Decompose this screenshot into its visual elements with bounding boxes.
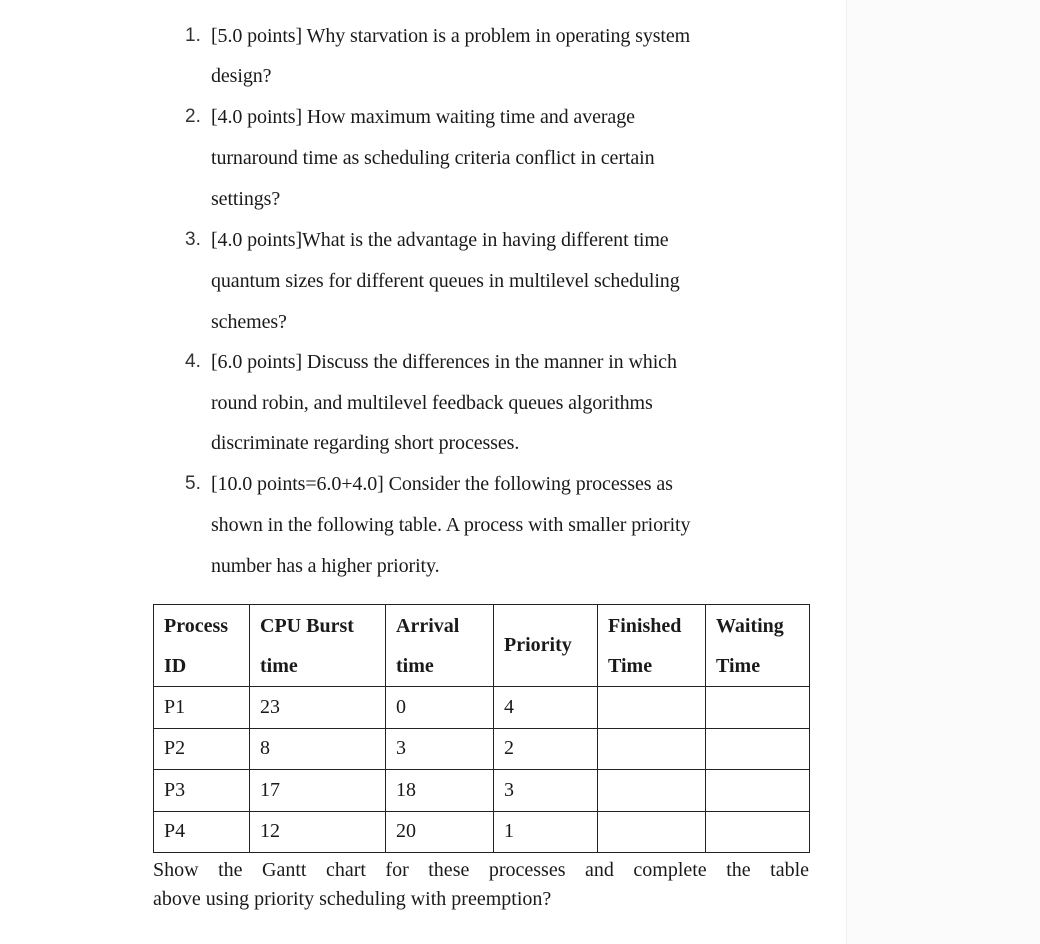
header-finished-time: Finished Time (598, 605, 706, 687)
question-3-line-2: quantum sizes for different queues in multilevel scheduling (211, 270, 680, 292)
cell-finished-time (598, 811, 706, 853)
question-1-number: 1. (185, 25, 201, 46)
header-priority: Priority (494, 605, 598, 687)
table-row (154, 770, 810, 812)
cell-cpu-burst: 23 (250, 687, 386, 729)
process-table (153, 604, 810, 853)
question-4-line-1: [6.0 points] Discuss the differences in the manner in which (211, 351, 677, 373)
table-row (154, 811, 810, 853)
question-1-line-2: design? (211, 65, 272, 87)
question-4-line-3: discriminate regarding short processes. (211, 432, 520, 454)
instruction-line-2: above using priority scheduling with preemption? (153, 888, 552, 910)
table-row (154, 687, 810, 729)
cell-arrival: 20 (386, 811, 494, 853)
page-margin-strip (846, 0, 1040, 944)
table-row (154, 728, 810, 770)
cell-waiting-time (706, 770, 810, 812)
cell-priority: 3 (494, 770, 598, 812)
cell-process-id: P2 (154, 728, 250, 770)
header-process-id: Process ID (154, 605, 250, 687)
cell-waiting-time (706, 811, 810, 853)
cell-cpu-burst: 17 (250, 770, 386, 812)
question-1-line-1: [5.0 points] Why starvation is a problem in operating system (211, 25, 691, 47)
question-5-line-1: [10.0 points=6.0+4.0] Consider the following processes as (211, 473, 673, 495)
cell-process-id: P1 (154, 687, 250, 729)
table-header-row (154, 605, 810, 687)
question-3-line-1: [4.0 points]What is the advantage in having different time (211, 229, 669, 251)
cell-priority: 4 (494, 687, 598, 729)
cell-finished-time (598, 687, 706, 729)
question-3-number: 3. (185, 229, 201, 250)
cell-waiting-time (706, 728, 810, 770)
cell-cpu-burst: 8 (250, 728, 386, 770)
cell-finished-time (598, 728, 706, 770)
cell-arrival: 18 (386, 770, 494, 812)
cell-process-id: P4 (154, 811, 250, 853)
cell-priority: 2 (494, 728, 598, 770)
question-4-number: 4. (185, 351, 201, 372)
cell-process-id: P3 (154, 770, 250, 812)
cell-cpu-burst: 12 (250, 811, 386, 853)
instruction-line-1: Show the Gantt chart for these processes and complete the table (153, 859, 809, 881)
question-4-line-2: round robin, and multilevel feedback queues algorithms (211, 392, 653, 414)
cell-priority: 1 (494, 811, 598, 853)
question-3-line-3: schemes? (211, 311, 287, 333)
instruction-paragraph (153, 856, 809, 914)
header-arrival-time: Arrival time (386, 605, 494, 687)
question-5-number: 5. (185, 473, 201, 494)
question-2-number: 2. (185, 106, 201, 127)
header-cpu-burst-time: CPU Burst time (250, 605, 386, 687)
header-waiting-time: Waiting Time (706, 605, 810, 687)
question-5-line-2: shown in the following table. A process with smaller priority (211, 514, 691, 536)
cell-waiting-time (706, 687, 810, 729)
cell-arrival: 0 (386, 687, 494, 729)
question-2-line-2: turnaround time as scheduling criteria conflict in certain (211, 147, 655, 169)
question-5-line-3: number has a higher priority. (211, 555, 440, 577)
question-2-line-1: [4.0 points] How maximum waiting time and average (211, 106, 635, 128)
question-2-line-3: settings? (211, 188, 281, 210)
cell-finished-time (598, 770, 706, 812)
cell-arrival: 3 (386, 728, 494, 770)
